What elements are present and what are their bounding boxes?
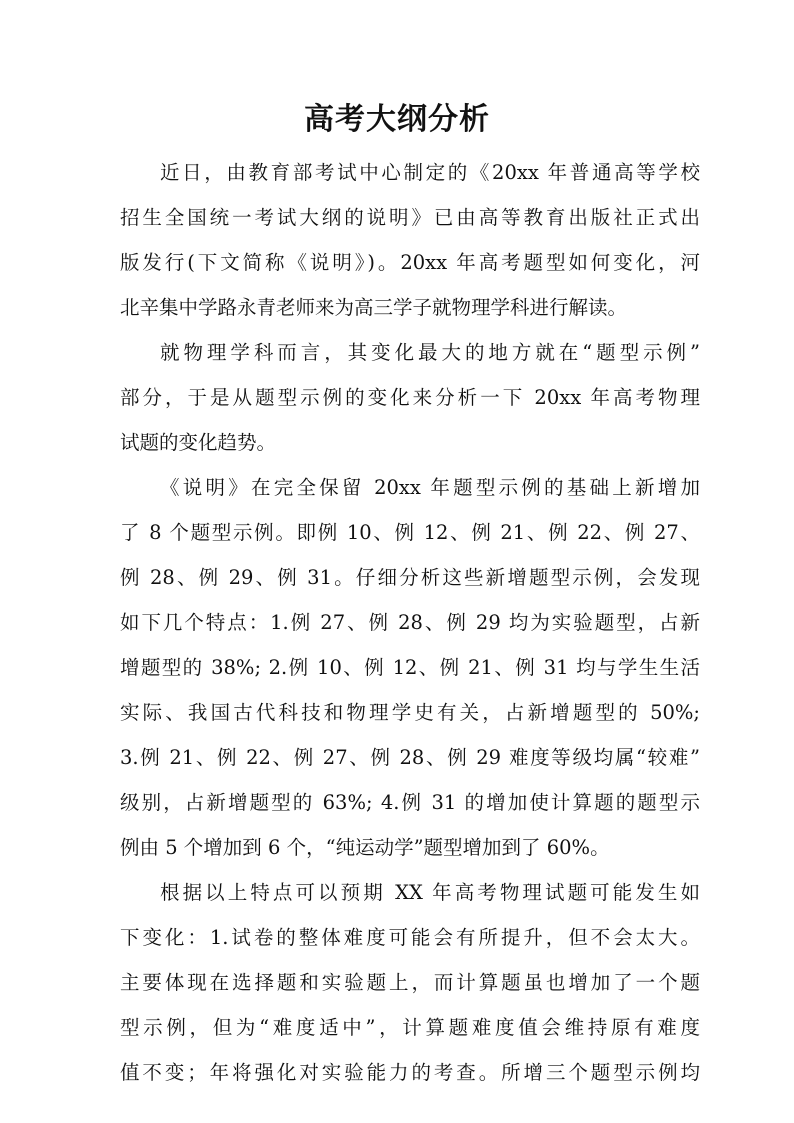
text-line: 试题的变化趋势。 [120, 431, 277, 454]
text-line: 就物理学科而言，其变化最大的地方就在“题型示例” [160, 341, 700, 364]
text-line: 例 28、例 29、例 31。仔细分析这些新增题型示例，会发现 [120, 566, 700, 589]
text-line: 增题型的 38%; 2.例 10、例 12、例 21、例 31 均与学生生活 [120, 656, 700, 679]
text-line: 3.例 21、例 22、例 27、例 28、例 29 难度等级均属“较难” [120, 746, 700, 769]
text-line: 《说明》在完全保留 20xx 年题型示例的基础上新增加 [160, 476, 700, 499]
text-line: 招生全国统一考试大纲的说明》已由高等教育出版社正式出 [120, 206, 700, 229]
document-title: 高考大纲分析 [304, 102, 490, 137]
text-line: 近日，由教育部考试中心制定的《20xx 年普通高等学校 [160, 161, 700, 184]
text-line: 如下几个特点：1.例 27、例 28、例 29 均为实验题型，占新 [120, 611, 700, 634]
text-line: 级别，占新增题型的 63%; 4.例 31 的增加使计算题的题型示 [120, 791, 700, 814]
text-line: 实际、我国古代科技和物理学史有关，占新增题型的 50%; [120, 701, 700, 724]
paragraph-new-examples [120, 465, 700, 870]
text-line: 北辛集中学路永青老师来为高三学子就物理学科进行解读。 [120, 296, 628, 319]
paragraph-physics-change [120, 330, 700, 465]
text-line: 值不变；年将强化对实验能力的考查。所增三个题型示例均 [120, 1061, 700, 1084]
text-line: 版发行(下文简称《说明》)。20xx 年高考题型如何变化，河 [120, 251, 700, 274]
text-line: 下变化：1.试卷的整体难度可能会有所提升，但不会太大。 [120, 926, 700, 949]
text-line: 型示例，但为“难度适中”，计算题难度值会维持原有难度 [120, 1016, 700, 1039]
text-line: 主要体现在选择题和实验题上，而计算题虽也增加了一个题 [120, 971, 700, 994]
text-line: 部分，于是从题型示例的变化来分析一下 20xx 年高考物理 [120, 386, 700, 409]
document-body [120, 150, 700, 1095]
paragraph-prediction [120, 870, 700, 1095]
text-line: 例由 5 个增加到 6 个，“纯运动学”题型增加到了 60%。 [120, 836, 610, 859]
text-line: 根据以上特点可以预期 XX 年高考物理试题可能发生如 [160, 881, 700, 904]
paragraph-intro [120, 150, 700, 330]
text-line: 了 8 个题型示例。即例 10、例 12、例 21、例 22、例 27、 [120, 521, 700, 544]
